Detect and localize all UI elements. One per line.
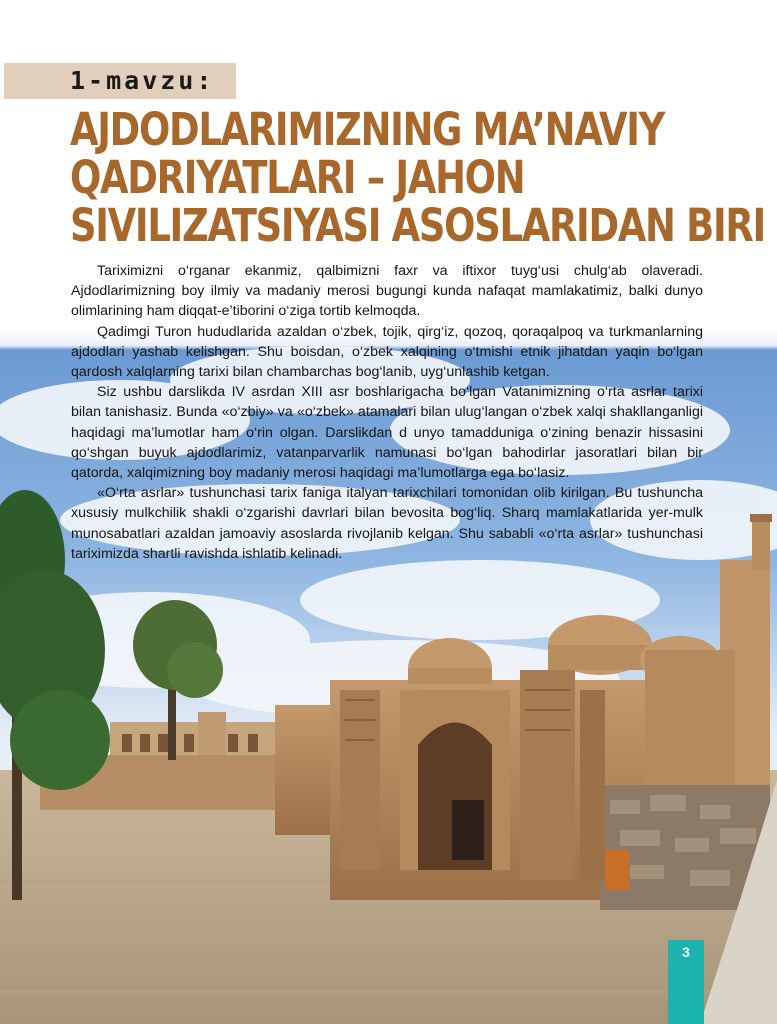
title-line-1: AJDODLARIMIZNING MA’NAVIY bbox=[70, 103, 665, 156]
page-title bbox=[70, 103, 765, 252]
body-text bbox=[71, 261, 703, 564]
topic-label: 1-mavzu: bbox=[70, 66, 215, 95]
paragraph: Qadimgi Turon hududlarida azaldan o‘zbek, tojik, qirg‘iz, qozoq, qoraqalpoq va turkmanlarning ajdodlari yashab kelishgan. Shu boisdan, o‘zbek xalqining o‘tmishi etnik jihatdan yaqin bo‘lgan qardosh xalqlarning tarixi bilan chambarchas bog‘lanib, uyg‘unlashib ketgan. bbox=[71, 323, 703, 381]
title-line-3: SIVILIZATSIYASI ASOSLARIDAN BIRI bbox=[70, 199, 765, 252]
paragraph: Tariximizni o‘rganar ekanmiz, qalbimizni faxr va iftixor tuyg‘usi chulg‘ab olaveradi. Ajdodlarimizning boy ilmiy va madaniy merosi bugungi kunda nafaqat mamlakatimiz, balki dunyo olimlarining ham diqqat-e’tiborini o‘ziga tortib kelmoqda. bbox=[71, 263, 703, 320]
title-line-2: QADRIYATLARI – JAHON bbox=[70, 151, 525, 204]
paragraph: «O‘rta asrlar» tushunchasi tarix faniga italyan tarixchilari tomonidan olib kirilgan. Bu tushuncha xususiy mulkchilik shakli o‘zgarishi davrlari bilan bevosita bog‘liq. Sharq mamlakatlarida yer-mulk munosabatlari azaldan jamoaviy asoslarda rivojlanib kelgan. Shu sababli «o‘rta asrlar» tushunchasi tariximizda shartli ravishda ishlatib kelinadi. bbox=[71, 485, 703, 562]
paragraph: Siz ushbu darslikda IV asrdan XIII asr boshlarigacha bo‘lgan Vatanimizning o‘rta asrlar tarixi bilan tanishasiz. Bunda «o‘zbiy» va «o‘zbek» atamalari bilan ulug‘langan o‘zbek xalqi shakllanganligi haqidagi ma’lumotlar ham o‘rin olgan. Darslikdan d unyo tamadduniga o‘zining benazir hissasini qo‘shgan buyuk ajdodlarimiz, vatanparvarlik namunasi bo‘lgan bahodirlar jasoratlari bilan bir qatorda, xalqimizning boy madaniy merosi haqidagi ma’lumotlarga ega bo‘lasiz. bbox=[71, 384, 703, 482]
page-number: 3 bbox=[682, 944, 690, 960]
